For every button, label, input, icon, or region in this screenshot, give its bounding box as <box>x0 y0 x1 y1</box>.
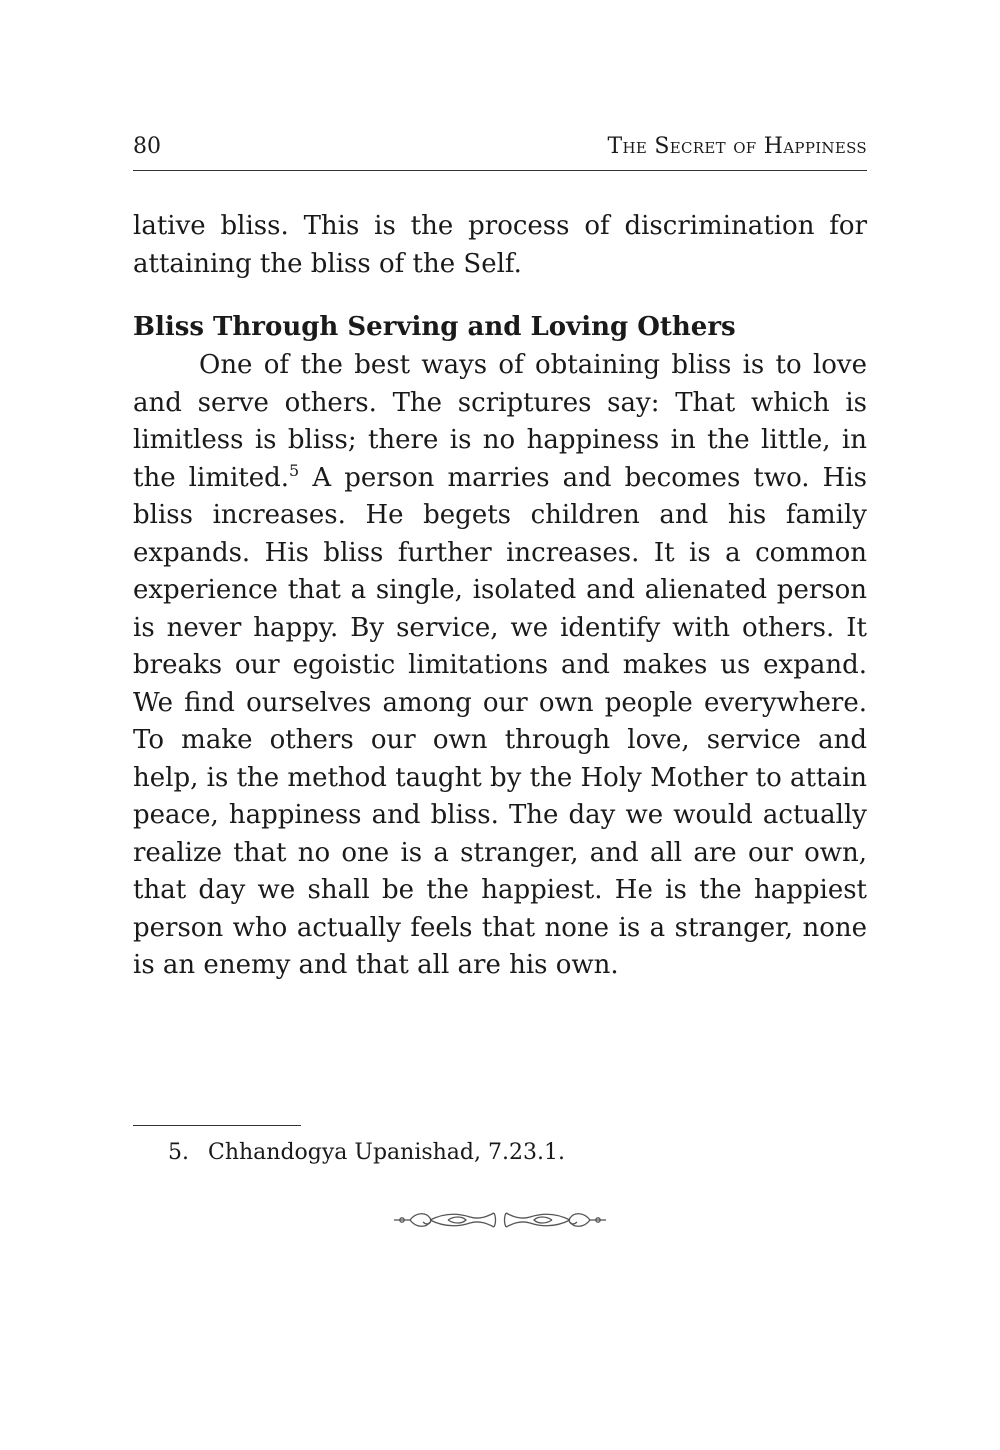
footnote <box>168 1138 565 1168</box>
footnote-text: Chhandogya Upanishad, 7.23.1. <box>208 1140 565 1165</box>
section-heading: Bliss Through Serving and Loving Others <box>133 312 736 342</box>
continued-paragraph: lative bliss. This is the process of discrimination for attaining the bliss of the Self. <box>133 211 867 279</box>
scroll-flourish-ornament-icon <box>392 1205 608 1235</box>
footnote-reference[interactable]: 5 <box>289 460 300 480</box>
footnote-divider <box>133 1125 301 1126</box>
page-header <box>133 128 867 171</box>
page-number: 80 <box>133 134 161 159</box>
footnote-number: 5. <box>168 1140 189 1165</box>
running-title: The Secret of Happiness <box>607 134 867 159</box>
main-paragraph-part2: A person marries and becomes two. His bliss increases. He begets children and his family expands. His bliss further increases. It is a common experience that a single, isolated and alienated person is never happy. By service, we identify with others. It breaks our egoistic limitations and makes us expand. We find ourselves among our own people everywhere. To make others our own through love, service and help, is the method taught by the Holy Mother to attain peace, happiness and bliss. The day we would actually realize that no one is a stranger, and all are our own, that day we shall be the happiest. He is the happiest person who actually feels that none is a stranger, none is an enemy and that all are his own. <box>133 462 867 980</box>
main-paragraph-part1: One of the best ways of obtaining bliss is to love and serve others. The scriptures say: That which is limitless is bliss; there is no happiness in the little, in the limited. <box>133 350 867 493</box>
body-text <box>133 208 867 985</box>
main-paragraph <box>133 347 867 985</box>
